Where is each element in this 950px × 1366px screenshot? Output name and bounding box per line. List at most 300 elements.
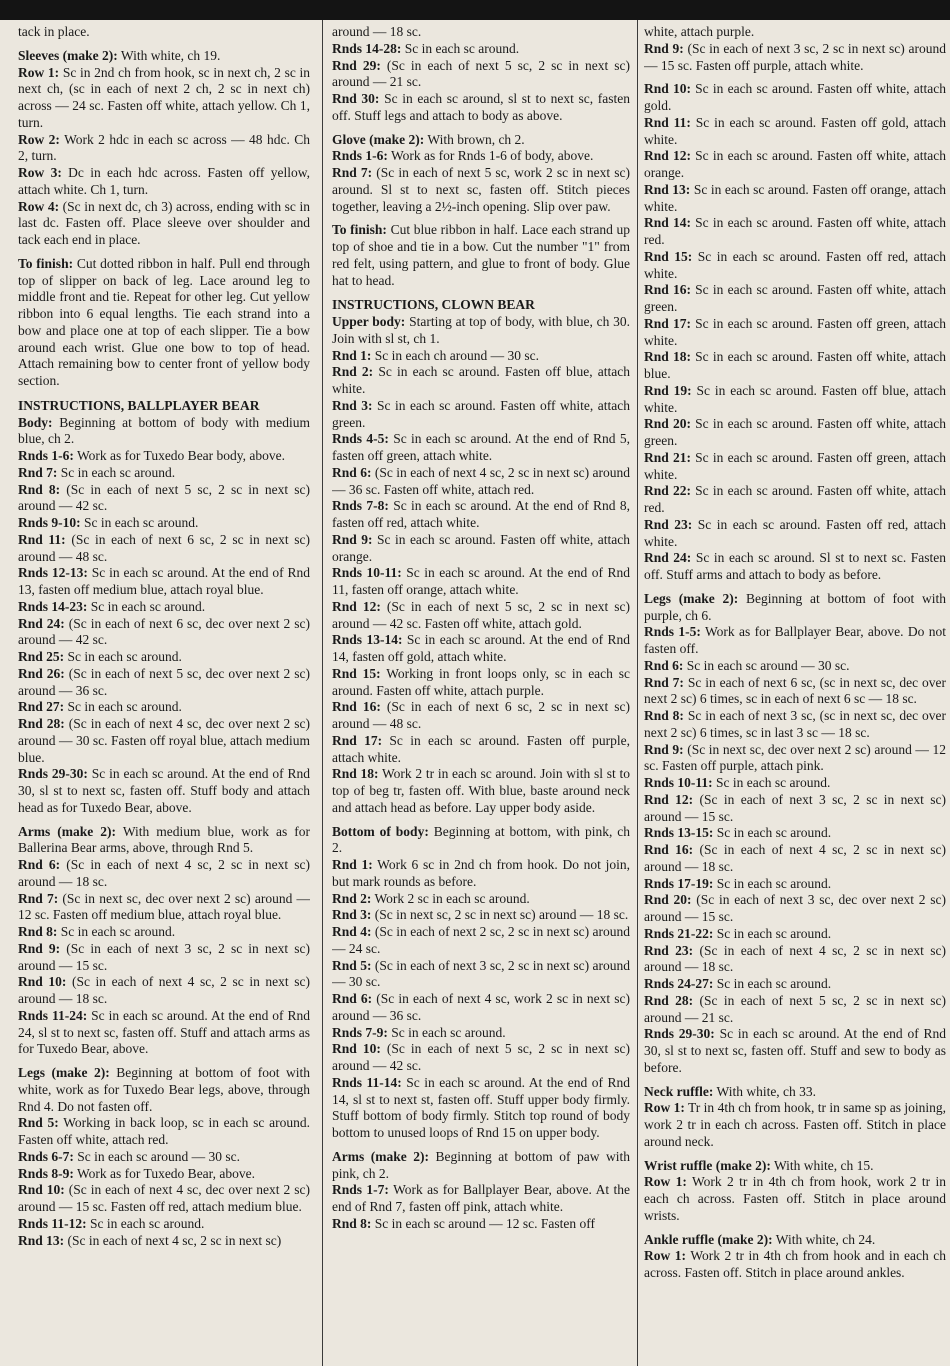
instruction-paragraph <box>18 1149 310 1166</box>
instruction-text: Sc in each sc around. <box>713 875 832 891</box>
instruction-paragraph <box>18 1182 310 1216</box>
instruction-label: Wrist ruffle (make 2): <box>644 1157 771 1173</box>
instruction-paragraph <box>644 24 946 41</box>
instruction-text: Sc in each sc around. Fasten off blue, attach white. <box>644 382 946 415</box>
instruction-label: Rnds 11-12: <box>18 1215 87 1231</box>
instruction-label: Rnd 6: <box>332 991 373 1006</box>
instruction-label: Rnds 21-22: <box>644 925 714 941</box>
instruction-paragraph <box>644 876 946 893</box>
instruction-text: Sc in each sc around — 30 sc. <box>683 657 850 673</box>
instruction-text: Beginning at bottom, with pink, ch 2. <box>332 823 630 856</box>
instruction-text: Sc in each sc around. <box>64 699 182 715</box>
instruction-text: (Sc in each of next 5 sc, 2 sc in next sc) around — 42 sc. <box>332 1041 630 1073</box>
instruction-text: (Sc in each of next 4 sc, dec over next 2 sc) around — 15 sc. Fasten off red, attach medium blue. <box>18 1182 310 1214</box>
instruction-text: Sc in each sc around. <box>64 649 182 664</box>
instruction-text: Sc in each sc around. Fasten off white, attach green. <box>644 282 946 314</box>
instruction-paragraph <box>332 766 630 816</box>
instruction-text: Sc in each sc around. Fasten off red, attach white. <box>644 248 946 281</box>
instruction-paragraph <box>644 215 946 249</box>
instruction-paragraph <box>332 907 630 924</box>
instruction-text: white, attach purple. <box>644 24 755 39</box>
instruction-text: (Sc in each of next 4 sc, 2 sc in next sc) around — 36 sc. Fasten off white, attach red. <box>332 464 630 497</box>
instruction-paragraph <box>644 792 946 826</box>
instruction-paragraph <box>332 314 630 348</box>
instruction-text: (Sc in each of next 3 sc, 2 sc in next sc) around — 30 sc. <box>332 957 630 990</box>
instruction-paragraph <box>18 132 310 166</box>
instruction-text: Work 2 tr in 4th ch from hook and in each ch across. Fasten off. Stitch in place around ankles. <box>644 1248 946 1280</box>
instruction-label: Rnd 1: <box>332 857 373 872</box>
instruction-paragraph <box>644 926 946 943</box>
instruction-label: Rnd 20: <box>644 892 692 908</box>
instruction-text: Sc in each sc around. Fasten off green, attach white. <box>644 449 946 482</box>
instruction-text: (Sc in each of next 3 sc, 2 sc in next sc) around — 15 sc. <box>644 791 946 824</box>
instruction-text: Working in front loops only, sc in each sc around. Fasten off white, attach purple. <box>332 665 630 698</box>
instruction-label: Row 1: <box>644 1248 687 1264</box>
instruction-paragraph <box>18 941 310 975</box>
instruction-text: (Sc in each of next 6 sc, 2 sc in next sc) around — 48 sc. <box>18 531 310 564</box>
instruction-label: Rnd 6: <box>18 857 61 872</box>
instruction-paragraph <box>18 699 310 716</box>
instruction-paragraph <box>644 1084 946 1101</box>
instruction-label: Rnd 6: <box>332 464 372 480</box>
instruction-label: Rnd 28: <box>644 992 694 1008</box>
instruction-text: Work as for Ballplayer Bear, above. At the end of Rnd 7, fasten off pink, attach white. <box>332 1182 630 1214</box>
instruction-label: Rnds 4-5: <box>332 431 389 447</box>
instruction-text: (Sc in each of next 4 sc, 2 sc in next sc) around — 18 sc. <box>644 942 946 975</box>
instruction-label: Rnd 30: <box>332 91 380 106</box>
instruction-label: Upper body: <box>332 314 406 329</box>
instruction-text: Sc in 2nd ch from hook, sc in next ch, 2 sc in next ch, (sc in each of next 2 ch, 2 sc in next ch) across — 24 sc. Fasten off white, attach yellow. Ch 1, turn. <box>18 64 310 130</box>
instruction-text: (Sc in each of next 4 sc, 2 sc in next sc) around — 18 sc. <box>18 857 310 889</box>
instruction-label: Row 4: <box>18 198 60 214</box>
instruction-paragraph <box>18 65 310 132</box>
instruction-paragraph <box>18 24 310 41</box>
instruction-label: Rnd 10: <box>644 81 691 97</box>
instruction-label: Rnd 23: <box>644 942 694 958</box>
instruction-paragraph <box>644 182 946 216</box>
instruction-label: Rnd 27: <box>18 699 65 715</box>
instruction-text: (Sc in each of next 5 sc, work 2 sc in next sc) around. Sl st to next sc, fasten off. Stitch pieces together, leaving a 2½-inch opening. Slip over paw. <box>332 165 630 214</box>
instruction-text: (Sc in each of next 2 sc, 2 sc in next sc) around — 24 sc. <box>332 924 630 956</box>
instruction-label: Bottom of body: <box>332 823 429 839</box>
instruction-text: Sc in each sc around. Fasten off orange, attach white. <box>644 181 946 214</box>
instruction-text: around — 18 sc. <box>332 24 422 39</box>
instruction-label: Rnds 1-6: <box>18 448 74 463</box>
instruction-label: Rnd 8: <box>18 924 58 939</box>
instruction-label: Rnd 10: <box>18 1182 65 1198</box>
instruction-paragraph <box>332 132 630 149</box>
instruction-label: Rnd 11: <box>644 114 691 130</box>
instruction-label: Rnd 3: <box>332 907 372 923</box>
instruction-label: Rnds 13-15: <box>644 825 714 841</box>
instruction-text: (Sc in each of next 5 sc, 2 sc in next sc) around — 21 sc. <box>644 992 946 1025</box>
instruction-paragraph <box>644 282 946 316</box>
instruction-paragraph <box>644 450 946 484</box>
instruction-paragraph <box>644 349 946 383</box>
instruction-paragraph <box>644 1026 946 1076</box>
instruction-text: Beginning at bottom of foot with purple, ch 6. <box>644 590 946 623</box>
instruction-label: Rnd 14: <box>644 215 691 231</box>
text-column-1 <box>18 24 310 1362</box>
instruction-label: Rnd 7: <box>644 674 684 690</box>
instruction-label: Rnd 25: <box>18 649 65 664</box>
instruction-text: (Sc in next sc, dec over next 2 sc) around — 12 sc. Fasten off medium blue, attach royal blue. <box>18 890 310 923</box>
instruction-text: Sc in each sc around. <box>401 40 520 56</box>
column-rule <box>637 20 638 1366</box>
instruction-label: Rnd 7: <box>332 165 373 180</box>
instruction-text: (Sc in next sc, dec over next 2 sc) around — 12 sc. Fasten off purple, attach pink. <box>644 741 946 774</box>
instruction-label: Rnds 7-8: <box>332 498 389 514</box>
instruction-label: Rnd 20: <box>644 416 691 432</box>
instruction-paragraph <box>644 316 946 350</box>
instruction-label: Rnd 13: <box>644 181 691 197</box>
instruction-text: Cut blue ribbon in half. Lace each strand up top of shoe and tie in a bow. Cut the number "1" from red felt, using pattern, and glue to front of body. Glue hat to head. <box>332 222 630 288</box>
instruction-text: (Sc in each of next 6 sc, dec over next 2 sc) around — 42 sc. <box>18 615 310 648</box>
instruction-paragraph <box>332 991 630 1025</box>
instruction-text: Work as for Tuxedo Bear, above. <box>73 1165 255 1181</box>
instruction-label: Rnds 10-11: <box>644 775 713 790</box>
instruction-label: Rnd 7: <box>18 890 59 906</box>
instruction-paragraph <box>332 91 630 125</box>
instruction-text: Sc in each of next 3 sc, (sc in next sc, dec over next 2 sc) 6 times, sc in last 3 sc — 18 sc. <box>644 708 946 740</box>
instruction-paragraph <box>332 699 630 733</box>
instruction-text: With white, ch 15. <box>770 1157 874 1173</box>
instruction-paragraph <box>332 364 630 398</box>
instruction-label: Rnd 16: <box>332 699 381 715</box>
instruction-label: INSTRUCTIONS, CLOWN BEAR <box>332 297 535 313</box>
instruction-label: Rnds 1-6: <box>332 148 388 164</box>
instruction-text: Cut dotted ribbon in half. Pull end through top of slipper on back of leg. Lace around leg to middle front and tie. Repeat for other leg. Cut yellow ribbon into 6 equal lengths. Tie each strand into a bow and place one at top of each slipper. Tie a bow around each wrist. Glue one bow to top of head. Attach remaining bow to center front of yellow body section. <box>18 255 310 388</box>
instruction-text: Beginning at bottom of body with medium blue, ch 2. <box>18 414 310 447</box>
instruction-text: Starting at top of body, with blue, ch 30. Join with sl st, ch 1. <box>332 314 630 346</box>
instruction-paragraph <box>332 1075 630 1142</box>
column-rule <box>322 20 323 1366</box>
instruction-paragraph <box>18 666 310 700</box>
instruction-paragraph <box>18 165 310 199</box>
instruction-paragraph <box>332 532 630 566</box>
instruction-text: Sc in each ch around — 30 sc. <box>371 347 539 363</box>
instruction-paragraph <box>644 483 946 517</box>
instruction-label: Rnd 3: <box>332 397 373 413</box>
instruction-paragraph <box>644 742 946 776</box>
instruction-label: Legs (make 2): <box>18 1065 110 1080</box>
instruction-text: Sc in each sc around. At the end of Rnd 14, sl st to next st, fasten off. Stuff upper body firmly. Stuff bottom of body firmly. Stitch top round of body bottom to unused loops of Rnd 15 on upper body. <box>332 1074 630 1140</box>
instruction-label: Row 2: <box>18 131 60 147</box>
instruction-paragraph <box>644 708 946 742</box>
instruction-text: Work 2 sc in each sc around. <box>371 890 530 906</box>
instruction-text: Sc in each sc around. <box>713 925 832 941</box>
instruction-text: Sc in each sc around. Sl st to next sc. Fasten off. Stuff arms and attach to body as before. <box>644 550 946 582</box>
instruction-label: Arms (make 2): <box>332 1148 429 1164</box>
instruction-label: Rnd 4: <box>332 924 372 939</box>
instruction-label: Rnd 15: <box>644 248 693 264</box>
instruction-label: Rnds 17-19: <box>644 875 714 891</box>
instruction-text: Sc in each of next 6 sc, (sc in next sc, dec over next 2 sc) 6 times, sc in each of next 6 sc — 18 sc. <box>644 674 946 707</box>
instruction-paragraph <box>332 924 630 958</box>
instruction-label: Legs (make 2): <box>644 590 739 606</box>
instruction-label: Rnds 7-9: <box>332 1024 388 1040</box>
instruction-paragraph <box>644 41 946 75</box>
instruction-text: Sc in each sc around. Fasten off gold, attach white. <box>644 114 946 147</box>
instruction-label: Rnds 8-9: <box>18 1165 74 1181</box>
instruction-text: Sc in each sc around. Fasten off white, attach red. <box>644 483 946 515</box>
instruction-label: Rnd 26: <box>18 665 65 681</box>
instruction-label: Rnd 8: <box>644 708 684 723</box>
instruction-paragraph <box>332 958 630 992</box>
instruction-paragraph <box>18 482 310 516</box>
instruction-text: Sc in each sc around. <box>712 775 831 790</box>
instruction-text: Sc in each sc around. Fasten off white, attach red. <box>644 215 946 247</box>
instruction-label: Rnd 11: <box>18 531 66 547</box>
instruction-text: Sc in each sc around. Fasten off purple, attach white. <box>332 732 630 765</box>
instruction-paragraph <box>18 199 310 249</box>
instruction-text: (Sc in next dc, ch 3) across, ending with sc in last dc. Fasten off. Place sleeve over shoulder and tack each end in place. <box>18 198 310 247</box>
instruction-text: Working in back loop, sc in each sc around. Fasten off white, attach red. <box>18 1115 310 1147</box>
instruction-label: Rnds 29-30: <box>644 1026 715 1042</box>
instruction-text: Work 2 hdc in each sc across — 48 hdc. Ch 2, turn. <box>18 131 310 164</box>
instruction-text: Beginning at bottom of foot with white, work as for Tuxedo Bear legs, above, through Rnd 4. Do not fasten off. <box>18 1065 310 1114</box>
instruction-text: Sc in each sc around. <box>86 1215 205 1231</box>
instruction-label: Rnds 1-7: <box>332 1182 389 1198</box>
instruction-paragraph <box>332 666 630 700</box>
instruction-text: Sc in each sc around. <box>387 1024 506 1040</box>
instruction-text: Sc in each sc around. <box>713 825 832 841</box>
instruction-paragraph <box>644 81 946 115</box>
text-column-2 <box>332 24 630 1362</box>
instruction-label: Rnds 24-27: <box>644 976 714 991</box>
instruction-paragraph <box>332 498 630 532</box>
instruction-paragraph <box>644 658 946 675</box>
instruction-label: Rnd 12: <box>644 148 691 164</box>
instruction-paragraph <box>18 616 310 650</box>
instruction-text: (Sc in each of next 4 sc, dec over next 2 sc) around — 30 sc. Fasten off royal blue, attach medium blue. <box>18 716 310 765</box>
instruction-label: Rnd 5: <box>332 957 372 973</box>
instruction-paragraph <box>18 48 310 65</box>
instruction-label: Rnd 12: <box>332 598 381 614</box>
instruction-paragraph <box>332 165 630 215</box>
instruction-label: Rnd 23: <box>644 516 693 532</box>
instruction-label: Row 3: <box>18 165 62 180</box>
instruction-paragraph <box>332 222 630 289</box>
instruction-paragraph <box>332 398 630 432</box>
instruction-label: Rnd 8: <box>18 481 61 497</box>
section-heading <box>18 398 310 415</box>
instruction-paragraph <box>644 148 946 182</box>
instruction-label: Rnd 1: <box>332 347 372 363</box>
instruction-text: Sc in each sc around, sl st to next sc, fasten off. Stuff legs and attach to body as above. <box>332 91 630 123</box>
instruction-label: Body: <box>18 414 53 430</box>
instruction-text: Dc in each hdc across. Fasten off yellow, attach white. Ch 1, turn. <box>18 165 310 197</box>
instruction-text: Sc in each sc around — 30 sc. <box>73 1148 240 1164</box>
instruction-text: Sc in each sc around — 12 sc. Fasten off <box>371 1215 595 1231</box>
instruction-label: Rnd 12: <box>644 791 694 807</box>
instruction-paragraph <box>332 891 630 908</box>
instruction-text: Sc in each sc around. Fasten off red, attach white. <box>644 516 946 549</box>
instruction-paragraph <box>18 465 310 482</box>
instruction-label: INSTRUCTIONS, BALLPLAYER BEAR <box>18 397 260 413</box>
instruction-paragraph <box>18 532 310 566</box>
instruction-paragraph <box>644 249 946 283</box>
instruction-text: Sc in each sc around. At the end of Rnd 14, fasten off gold, attach white. <box>332 632 630 664</box>
instruction-label: Rnd 16: <box>644 842 694 857</box>
instruction-paragraph <box>18 415 310 449</box>
text-column-3 <box>644 24 946 1362</box>
instruction-label: Rnds 11-14: <box>332 1074 402 1090</box>
instruction-paragraph <box>644 550 946 584</box>
instruction-label: Rnds 11-24: <box>18 1007 88 1023</box>
instruction-text: With brown, ch 2. <box>424 131 525 147</box>
instruction-text: Sc in each sc around. Fasten off white, attach gold. <box>644 81 946 113</box>
instruction-label: Rnds 29-30: <box>18 766 88 782</box>
instruction-text: Sc in each sc around. <box>57 464 176 480</box>
instruction-label: Rnd 8: <box>332 1215 372 1231</box>
instruction-paragraph <box>18 256 310 390</box>
instruction-paragraph <box>18 1233 310 1250</box>
instruction-paragraph <box>644 416 946 450</box>
instruction-label: Rnd 9: <box>332 531 373 547</box>
instruction-label: Rnd 9: <box>644 741 684 757</box>
instruction-text: Tr in 4th ch from hook, tr in same sp as joining, work 2 tr in each ch across. Fasten off. Stitch in place around neck. <box>644 1100 946 1149</box>
instruction-paragraph <box>18 599 310 616</box>
instruction-text: Sc in each sc around. At the end of Rnd 8, fasten off red, attach white. <box>332 498 630 530</box>
top-border <box>0 0 950 20</box>
instruction-label: Arms (make 2): <box>18 823 117 839</box>
instruction-label: Rnd 18: <box>644 349 691 365</box>
instruction-text: Work as for Rnds 1-6 of body, above. <box>387 148 594 164</box>
instruction-text: (Sc in each of next 5 sc, 2 sc in next sc) around — 42 sc. <box>18 481 310 514</box>
instruction-text: (Sc in each of next 6 sc, 2 sc in next sc) around — 48 sc. <box>332 699 630 731</box>
instruction-paragraph <box>644 943 946 977</box>
instruction-text: With medium blue, work as for Ballerina Bear arms, above, through Rnd 5. <box>18 823 310 856</box>
instruction-paragraph <box>18 649 310 666</box>
instruction-text: Sc in each sc around. At the end of Rnd 24, sl st to next sc, fasten off. Stuff and attach arms as for Tuxedo Bear, above. <box>18 1007 310 1057</box>
instruction-paragraph <box>18 1166 310 1183</box>
instruction-text: Sc in each sc around. Fasten off white, attach orange. <box>644 148 946 180</box>
instruction-paragraph <box>332 632 630 666</box>
instruction-text: (Sc in each of next 3 sc, 2 sc in next sc) around — 15 sc. Fasten off purple, attach white. <box>644 40 946 73</box>
instruction-paragraph <box>332 1025 630 1042</box>
section-heading <box>332 297 630 314</box>
instruction-label: Rnd 2: <box>332 890 372 906</box>
instruction-text: Sc in each sc around. <box>57 924 176 939</box>
instruction-paragraph <box>332 41 630 58</box>
instruction-label: Rnd 29: <box>332 57 381 73</box>
instruction-paragraph <box>332 1149 630 1183</box>
instruction-label: Rnd 17: <box>644 315 691 331</box>
instruction-text: Work 6 sc in 2nd ch from hook. Do not join, but mark rounds as before. <box>332 857 630 889</box>
instruction-label: Rnd 10: <box>18 974 67 990</box>
instruction-paragraph <box>644 976 946 993</box>
instruction-label: Rnd 2: <box>332 364 374 380</box>
instruction-text: Sc in each sc around. <box>713 976 832 991</box>
instruction-paragraph <box>18 824 310 858</box>
instruction-paragraph <box>18 857 310 891</box>
instruction-text: (Sc in each of next 4 sc, 2 sc in next sc) around — 18 sc. <box>644 842 946 874</box>
instruction-label: Row 1: <box>18 64 60 80</box>
instruction-text: Sc in each sc around. Fasten off white, attach orange. <box>332 531 630 564</box>
instruction-paragraph <box>644 1232 946 1249</box>
instruction-paragraph <box>644 115 946 149</box>
instruction-text: (Sc in each of next 4 sc, work 2 sc in next sc) around — 36 sc. <box>332 991 630 1023</box>
instruction-paragraph <box>644 383 946 417</box>
instruction-label: Rnds 14-28: <box>332 40 402 56</box>
instruction-label: Rnd 22: <box>644 483 691 499</box>
instruction-text: With white, ch 19. <box>117 47 221 63</box>
instruction-paragraph <box>18 1115 310 1149</box>
instruction-label: Rnd 19: <box>644 382 692 398</box>
instruction-label: Rnd 17: <box>332 732 383 748</box>
instruction-paragraph <box>644 1174 946 1224</box>
instruction-label: Sleeves (make 2): <box>18 47 118 63</box>
instruction-text: With white, ch 33. <box>713 1083 817 1099</box>
instruction-paragraph <box>332 24 630 41</box>
instruction-paragraph <box>18 1216 310 1233</box>
instruction-paragraph <box>332 348 630 365</box>
instruction-text: Sc in each sc around. At the end of Rnd 30, sl st to next sc, fasten off. Stuff body and attach head as for Tuxedo Bear, above. <box>18 766 310 815</box>
instruction-paragraph <box>644 591 946 625</box>
instruction-text: Work as for Tuxedo Bear body, above. <box>73 448 286 463</box>
instruction-text: (Sc in each of next 3 sc, dec over next 2 sc) around — 15 sc. <box>644 892 946 924</box>
instruction-paragraph <box>332 465 630 499</box>
instruction-label: Neck ruffle: <box>644 1083 714 1099</box>
instruction-paragraph <box>332 565 630 599</box>
instruction-text: Sc in each sc around. <box>87 598 206 614</box>
instruction-paragraph <box>18 716 310 766</box>
instruction-label: Rnd 16: <box>644 282 691 298</box>
instruction-paragraph <box>644 825 946 842</box>
instruction-text: Sc in each sc around. At the end of Rnd 30, sl st to next sc, fasten off. Stuff and sew to body as before. <box>644 1026 946 1075</box>
instruction-paragraph <box>332 824 630 858</box>
instruction-label: Rnd 10: <box>332 1041 381 1057</box>
instruction-paragraph <box>644 675 946 709</box>
instruction-text: Sc in each sc around. At the end of Rnd 5, fasten off green, attach white. <box>332 431 630 463</box>
instruction-paragraph <box>644 1158 946 1175</box>
instruction-label: Rnd 24: <box>644 550 692 566</box>
instruction-paragraph <box>332 431 630 465</box>
instruction-paragraph <box>332 599 630 633</box>
instruction-text: (Sc in each of next 5 sc, 2 sc in next sc) around — 21 sc. <box>332 57 630 90</box>
instruction-label: Rnd 15: <box>332 665 381 681</box>
instruction-label: Ankle ruffle (make 2): <box>644 1231 773 1247</box>
instruction-label: Rnd 5: <box>18 1115 59 1131</box>
instruction-paragraph <box>18 1008 310 1058</box>
instruction-label: Rnds 13-14: <box>332 632 403 648</box>
instruction-paragraph <box>18 1065 310 1115</box>
instruction-text: (Sc in next sc, 2 sc in next sc) around — 18 sc. <box>371 907 629 923</box>
instruction-text: Work 2 tr in each sc around. Join with sl st to top of beg tr, fasten off. With blue, baste around neck and attach head as before. Lay upper body aside. <box>332 766 630 815</box>
instruction-paragraph <box>644 892 946 926</box>
instruction-text: With white, ch 24. <box>772 1231 876 1247</box>
instruction-label: Rnd 13: <box>18 1232 65 1248</box>
instruction-text: Sc in each sc around. Fasten off white, attach blue. <box>644 349 946 381</box>
instruction-label: To finish: <box>332 222 387 238</box>
instruction-text: (Sc in each of next 4 sc, 2 sc in next sc) <box>64 1232 282 1248</box>
instruction-paragraph <box>332 58 630 92</box>
instruction-paragraph <box>644 517 946 551</box>
instruction-label: Rnd 18: <box>332 766 379 782</box>
instruction-text: Sc in each sc around. Fasten off green, attach white. <box>644 315 946 348</box>
instruction-text: Sc in each sc around. <box>80 515 199 530</box>
instruction-label: Row 1: <box>644 1100 685 1116</box>
instruction-label: Rnd 9: <box>18 940 61 956</box>
instruction-label: Rnd 28: <box>18 716 65 731</box>
instruction-paragraph <box>644 993 946 1027</box>
instruction-label: Rnds 1-5: <box>644 624 701 640</box>
instruction-paragraph <box>332 1216 630 1233</box>
instruction-text: (Sc in each of next 5 sc, dec over next 2 sc) around — 36 sc. <box>18 665 310 698</box>
instruction-paragraph <box>644 842 946 876</box>
instruction-paragraph <box>332 1041 630 1075</box>
